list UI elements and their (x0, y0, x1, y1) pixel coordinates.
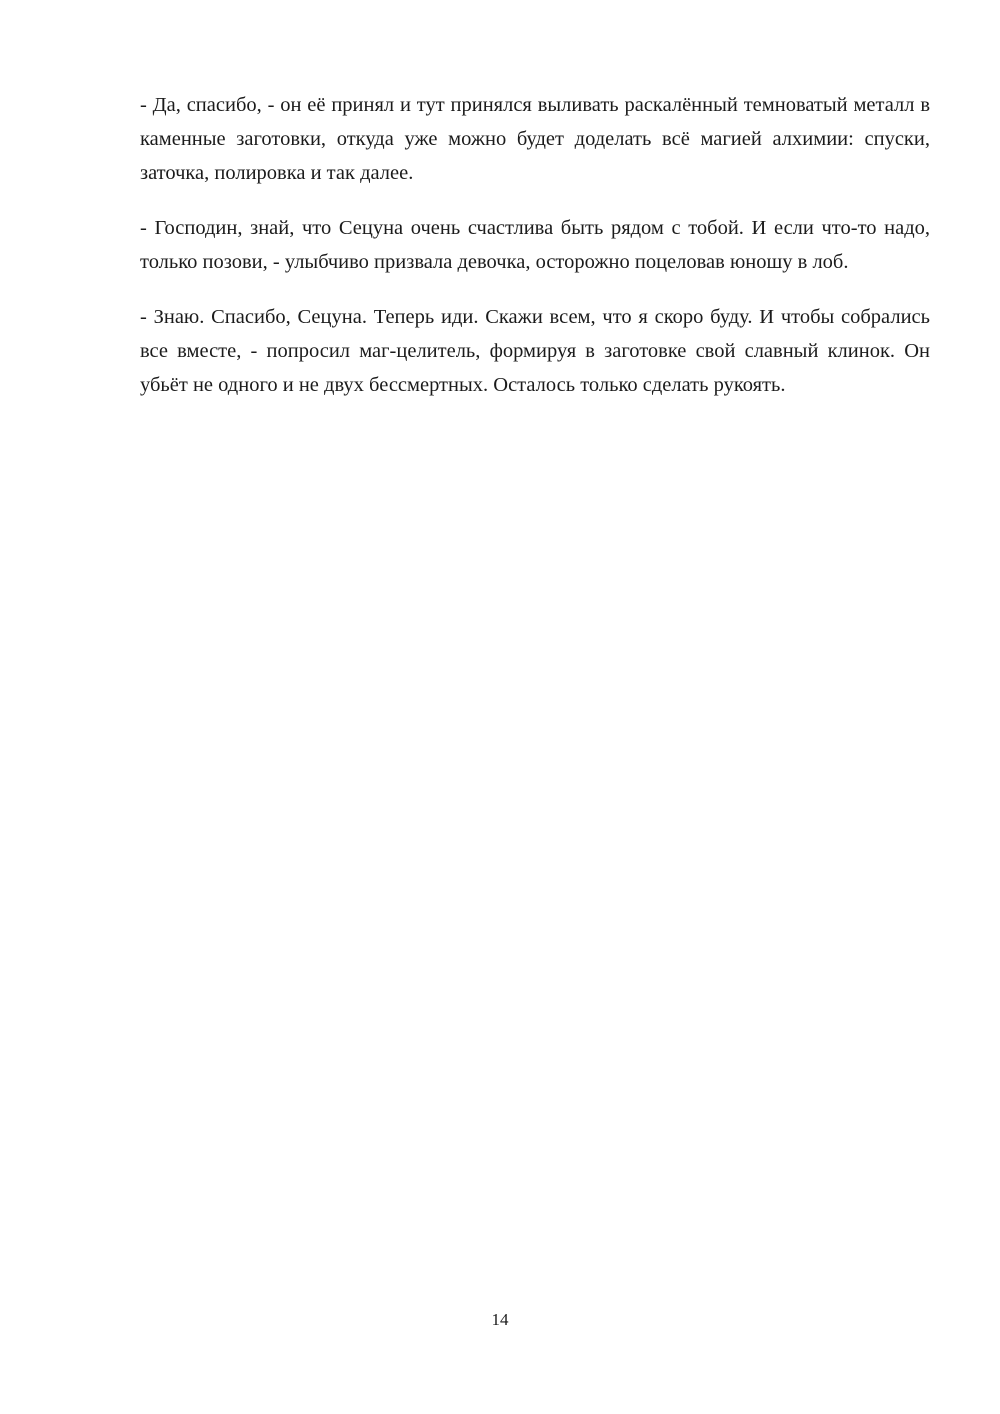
paragraph-2: - Господин, знай, что Сецуна очень счастлива быть рядом с тобой. И если что-то надо, только позови, - улыбчиво призвала девочка, осторожно поцеловав юношу в лоб. (140, 217, 930, 273)
paragraph-1: - Да, спасибо, - он её принял и тут принялся выливать раскалённый темноватый металл в каменные заготовки, откуда уже можно будет доделать всё магией алхимии: спуски, заточка, полировка и так далее. (140, 94, 930, 184)
page-number: 14 (491, 1310, 509, 1329)
paragraph-3: - Знаю. Спасибо, Сецуна. Теперь иди. Скажи всем, что я скоро буду. И чтобы собрались все вместе, - попросил маг-целитель, формируя в заготовке свой славный клинок. Он убьёт не одного и не двух бессмертных. Осталось только сделать рукоять. (140, 306, 930, 396)
page-body (140, 88, 930, 402)
